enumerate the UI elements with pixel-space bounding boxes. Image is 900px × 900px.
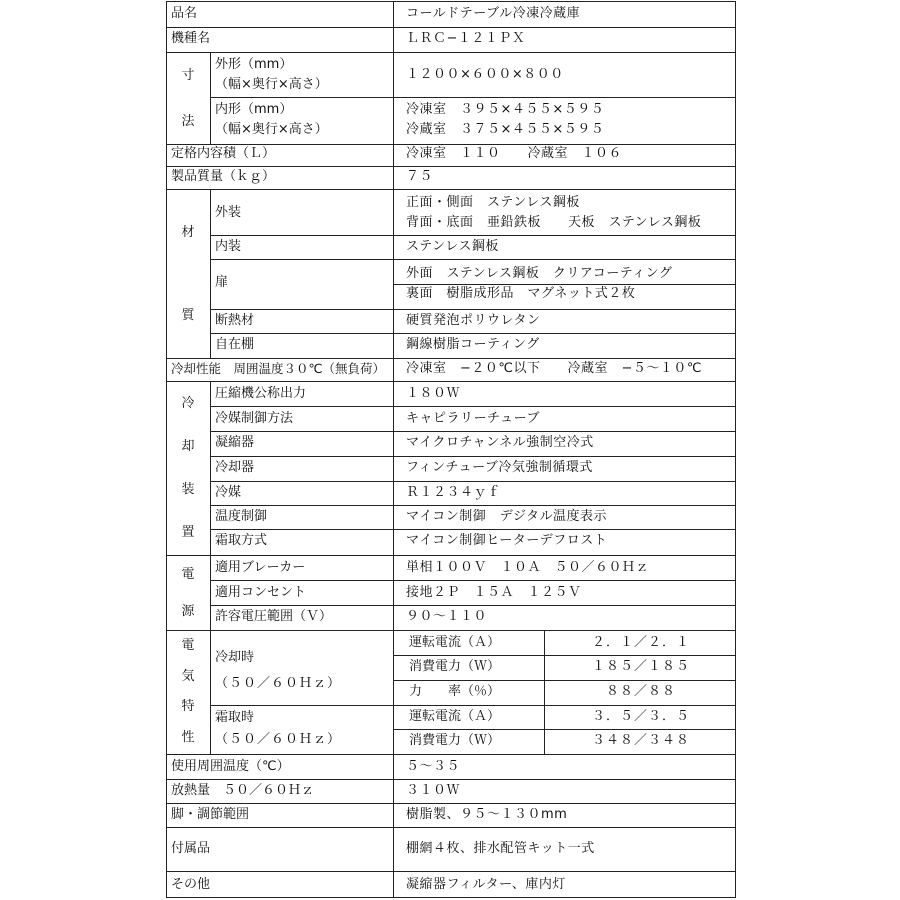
value-voltage-range: ９０〜１１０ — [406, 609, 488, 624]
value-outer-dimensions-text: １２００×６００×８００ — [406, 67, 564, 82]
value-inner-dimensions — [396, 98, 736, 142]
subrow-divider — [210, 705, 736, 706]
value-heat-release: ３１０Ｗ — [406, 783, 461, 798]
value-insulation: 硬質発泡ポリウレタン — [406, 313, 541, 328]
label-defrost-mode-line2: （５０／６０Ｈｚ） — [215, 732, 342, 747]
label-accessories: 付属品 — [171, 841, 211, 856]
label-mass: 製品質量（ｋｇ） — [171, 169, 276, 184]
label-defrost-method: 霜取方式 — [215, 533, 268, 548]
label-insulation: 断熱材 — [215, 313, 255, 328]
label-defrost-power: 消費電力（Ｗ） — [409, 733, 501, 748]
value-inner-fridge: 冷蔵室 ３７５×４５５×５９５ — [406, 122, 605, 137]
group-cooling-device-char: 却 — [181, 438, 195, 454]
subrow-divider — [210, 605, 736, 606]
row-divider — [166, 555, 736, 556]
value-legs: 樹脂製、９５〜１３０mm — [406, 807, 568, 822]
row-divider — [166, 358, 736, 359]
subrow-divider — [210, 580, 736, 581]
value-exterior-line1: 正面・側面 ステンレス鋼板 — [406, 195, 580, 210]
subrow-divider — [210, 505, 736, 506]
subrow-divider — [210, 431, 736, 432]
row-divider — [166, 189, 736, 190]
label-defrost-mode-line1: 霜取時 — [215, 710, 255, 725]
row-divider — [166, 52, 736, 53]
group-power — [166, 556, 210, 630]
group-material-char: 材 — [181, 224, 195, 240]
subrow-divider — [210, 529, 736, 530]
label-defrost-mode — [210, 706, 392, 752]
subrow-divider — [210, 406, 736, 407]
subrow-divider — [210, 481, 736, 482]
value-shelf: 鋼線樹脂コーティング — [406, 337, 540, 352]
subrow-divider — [210, 309, 736, 310]
value-mass: ７５ — [406, 169, 434, 184]
value-temperature-control: マイコン制御 デジタル温度表示 — [406, 509, 607, 524]
subrow-divider — [210, 333, 736, 334]
row-divider — [166, 27, 736, 28]
value-defrost-power: ３４８／３４８ — [591, 733, 690, 748]
value-breaker: 単相１００Ｖ １０Ａ ５０／６０Ｈｚ — [406, 560, 650, 575]
row-divider — [166, 630, 736, 631]
row-divider — [166, 166, 736, 167]
label-cooling-mode-line2: （５０／６０Ｈｚ） — [215, 676, 342, 691]
group-electrical — [166, 631, 210, 753]
value-capacity: 冷凍室 １１０ 冷蔵室 １０６ — [406, 146, 623, 161]
label-refrigerant: 冷媒 — [215, 485, 242, 500]
table-border-right — [735, 1, 736, 898]
column-divider — [393, 1, 394, 898]
label-compressor-output: 圧縮機公称出力 — [215, 386, 307, 401]
label-power-factor: 力 率（％） — [409, 684, 501, 699]
label-inner-dimensions-line2: （幅×奥行×高さ） — [215, 122, 328, 137]
label-outer-dimensions-line1: 外形（mm） — [215, 57, 293, 72]
row-divider — [166, 779, 736, 780]
subrow-divider — [393, 655, 736, 656]
value-cooling-power: １８５／１８５ — [591, 659, 690, 674]
label-legs: 脚・調節範囲 — [171, 807, 250, 822]
group-divider — [210, 52, 211, 144]
table-border-top — [166, 1, 736, 2]
label-ambient-temp: 使用周囲温度（℃） — [171, 759, 290, 774]
value-exterior — [396, 191, 736, 235]
spec-table — [166, 1, 736, 898]
value-other: 凝縮器フィルター、庫内灯 — [406, 877, 566, 892]
group-divider — [210, 630, 211, 754]
label-outer-dimensions-line2: （幅×奥行×高さ） — [215, 77, 328, 92]
table-border-bottom — [166, 897, 736, 898]
group-power-char: 源 — [181, 603, 195, 619]
group-dimensions — [166, 53, 210, 145]
value-refrigerant-control: キャピラリーチューブ — [406, 411, 540, 426]
label-interior: 内装 — [215, 239, 242, 254]
value-outer-dimensions — [396, 53, 736, 97]
subrow-divider — [210, 259, 736, 260]
group-divider — [210, 555, 211, 630]
label-cooling-current: 運転電流（Ａ） — [409, 635, 501, 650]
value-condenser: マイクロチャンネル強制空冷式 — [406, 435, 594, 450]
label-exterior: 外装 — [215, 205, 242, 220]
label-inner-dimensions — [210, 98, 392, 142]
group-electrical-char: 特 — [181, 699, 195, 715]
label-cooling-mode — [210, 641, 392, 701]
label-cooling-mode-line1: 冷却時 — [215, 650, 255, 665]
subrow-divider — [393, 284, 736, 285]
value-outlet: 接地２Ｐ １５Ａ １２５Ｖ — [406, 585, 582, 600]
row-divider — [166, 144, 736, 145]
row-divider — [166, 827, 736, 828]
label-breaker: 適用ブレーカー — [215, 560, 306, 575]
value-product-name: コールドテーブル冷凍冷蔵庫 — [406, 6, 581, 21]
label-cooling-performance: 冷却性能 周囲温度３０℃（無負荷） — [171, 361, 386, 376]
subrow-divider — [210, 456, 736, 457]
value-defrost-current: ３．５／３．５ — [591, 709, 690, 724]
value-defrost-method: マイコン制御ヒーターデフロスト — [406, 533, 608, 548]
label-door: 扉 — [215, 275, 229, 290]
subrow-divider — [393, 729, 736, 730]
value-inner-freezer: 冷凍室 ３９５×４５５×５９５ — [406, 102, 605, 117]
subrow-divider — [210, 235, 736, 236]
value-compressor-output: １８０Ｗ — [406, 386, 461, 401]
subrow-divider — [393, 680, 736, 681]
value-door-line2: 裏面 樹脂成形品 マグネット式２枚 — [406, 286, 636, 301]
value-accessories: 棚網４枚、排水配管キット一式 — [406, 841, 595, 856]
row-divider — [166, 381, 736, 382]
subrow-divider — [210, 97, 736, 98]
label-defrost-current: 運転電流（Ａ） — [409, 709, 501, 724]
label-condenser: 凝縮器 — [215, 435, 255, 450]
label-evaporator: 冷却器 — [215, 460, 255, 475]
label-cooling-power: 消費電力（Ｗ） — [409, 659, 501, 674]
label-voltage-range: 許容電圧範囲（Ｖ） — [215, 609, 333, 624]
group-dimensions-char: 寸 — [181, 68, 195, 83]
label-product-name: 品名 — [171, 6, 198, 21]
electrical-divider — [544, 630, 545, 754]
group-material-char: 質 — [181, 307, 195, 323]
label-refrigerant-control: 冷媒制御方法 — [215, 411, 294, 426]
group-electrical-char: 電 — [181, 638, 195, 654]
group-cooling-device-char: 置 — [181, 524, 195, 540]
value-cooling-current: ２．１／２．１ — [591, 635, 690, 650]
row-divider — [166, 803, 736, 804]
group-electrical-char: 気 — [181, 668, 195, 684]
value-power-factor: ８８／８８ — [605, 684, 676, 699]
label-shelf: 自在棚 — [215, 337, 255, 352]
group-dimensions-char: 法 — [181, 114, 195, 129]
group-cooling-device — [166, 382, 210, 554]
value-refrigerant: Ｒ１２３４ｙｆ — [406, 485, 501, 500]
value-ambient-temp: ５〜３５ — [406, 759, 461, 774]
group-cooling-device-char: 装 — [181, 481, 195, 497]
table-border-left — [166, 1, 167, 898]
group-power-char: 電 — [181, 566, 195, 582]
group-electrical-char: 性 — [181, 729, 195, 745]
group-cooling-device-char: 冷 — [181, 395, 195, 411]
label-inner-dimensions-line1: 内形（mm） — [215, 102, 293, 117]
value-evaporator: フィンチューブ冷気強制循環式 — [406, 460, 593, 475]
label-outlet: 適用コンセント — [215, 585, 307, 600]
label-model: 機種名 — [171, 31, 211, 46]
label-outer-dimensions — [210, 53, 392, 97]
value-door-line1: 外面 ステンレス鋼板 クリアコーティング — [406, 266, 673, 281]
group-material — [166, 191, 210, 357]
value-cooling-performance: 冷凍室 −２０℃以下 冷蔵室 −５〜１０℃ — [406, 361, 702, 376]
value-model: ＬＲＣ−１２１ＰＸ — [406, 31, 526, 46]
value-interior: ステンレス鋼板 — [406, 239, 499, 254]
row-divider — [166, 871, 736, 872]
label-other: その他 — [171, 877, 211, 892]
value-exterior-line2: 背面・底面 亜鉛鉄板 天板 ステンレス鋼板 — [406, 215, 702, 230]
label-heat-release: 放熱量 ５０／６０Ｈｚ — [171, 783, 315, 798]
label-capacity: 定格内容積（Ｌ） — [171, 146, 276, 161]
label-temperature-control: 温度制御 — [215, 509, 268, 524]
row-divider — [166, 754, 736, 755]
